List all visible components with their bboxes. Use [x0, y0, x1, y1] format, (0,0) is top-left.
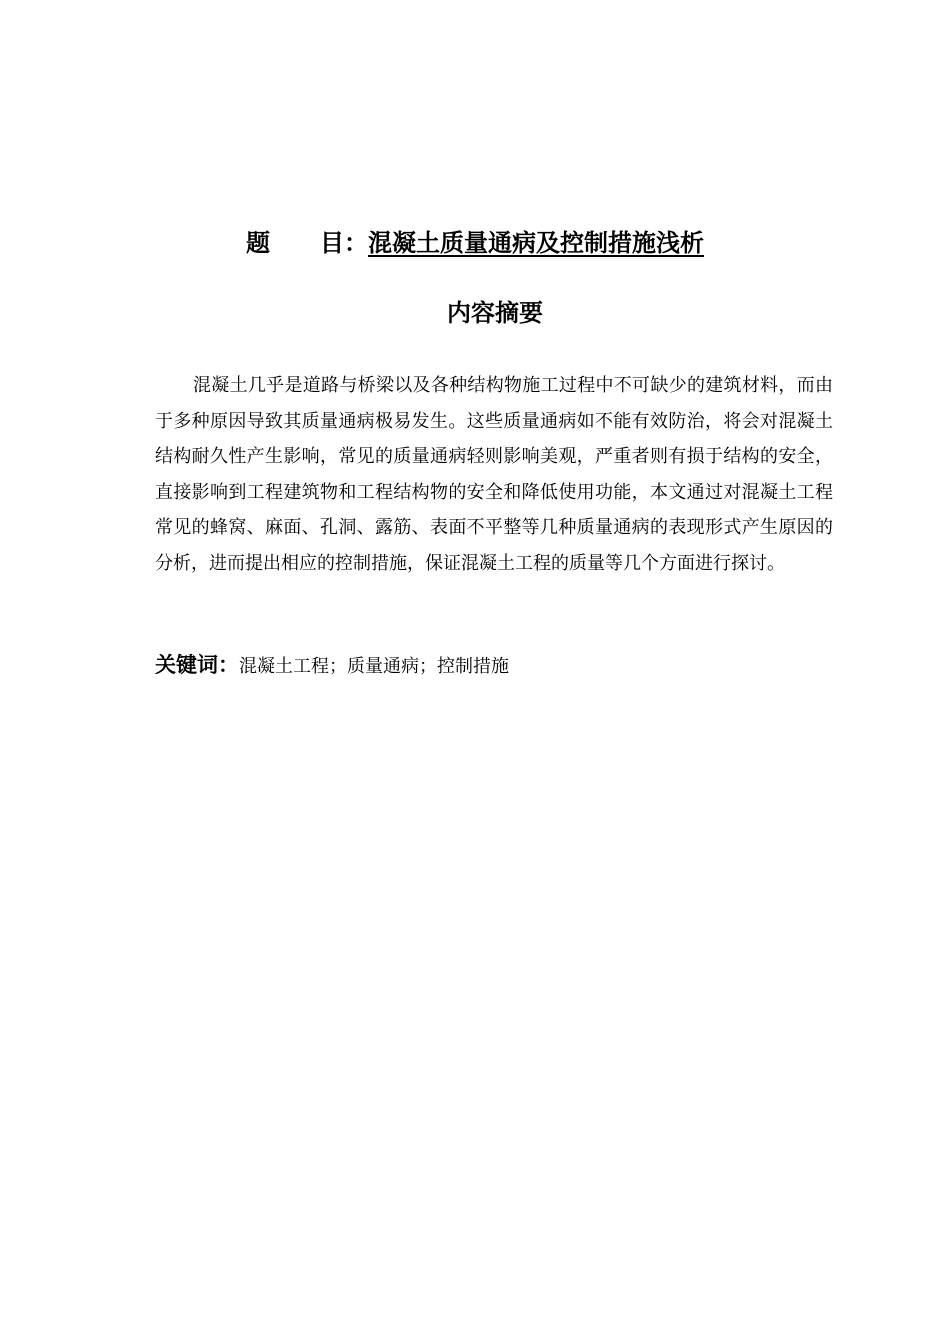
keywords-line — [155, 650, 509, 682]
abstract-body: 混凝土几乎是道路与桥梁以及各种结构物施工过程中不可缺少的建筑材料，而由于多种原因导致其质量通病极易发生。这些质量通病如不能有效防治，将会对混凝土结构耐久性产生影响，常见的质量通病轻则影响美观，严重者则有损于结构的安全，直接影响到工程建筑物和工程结构物的安全和降低使用功能，本文通过对混凝土工程常见的蜂窝、麻面、孔洞、露筋、表面不平整等几种质量通病的表现形式产生原因的分析，进而提出相应的控制措施，保证混凝土工程的质量等几个方面进行探讨。 — [155, 375, 833, 574]
title-colon: ： — [344, 229, 368, 257]
abstract-heading: 内容摘要 — [447, 299, 543, 327]
thesis-title — [0, 226, 950, 260]
title-text: 混凝土质量通病及控制措施浅析 — [368, 229, 704, 257]
title-label-part1: 题 — [246, 229, 270, 257]
keywords-value: 混凝土工程；质量通病；控制措施 — [239, 656, 509, 677]
keywords-label: 关键词： — [155, 653, 239, 677]
title-label-part2: 目 — [320, 229, 344, 257]
